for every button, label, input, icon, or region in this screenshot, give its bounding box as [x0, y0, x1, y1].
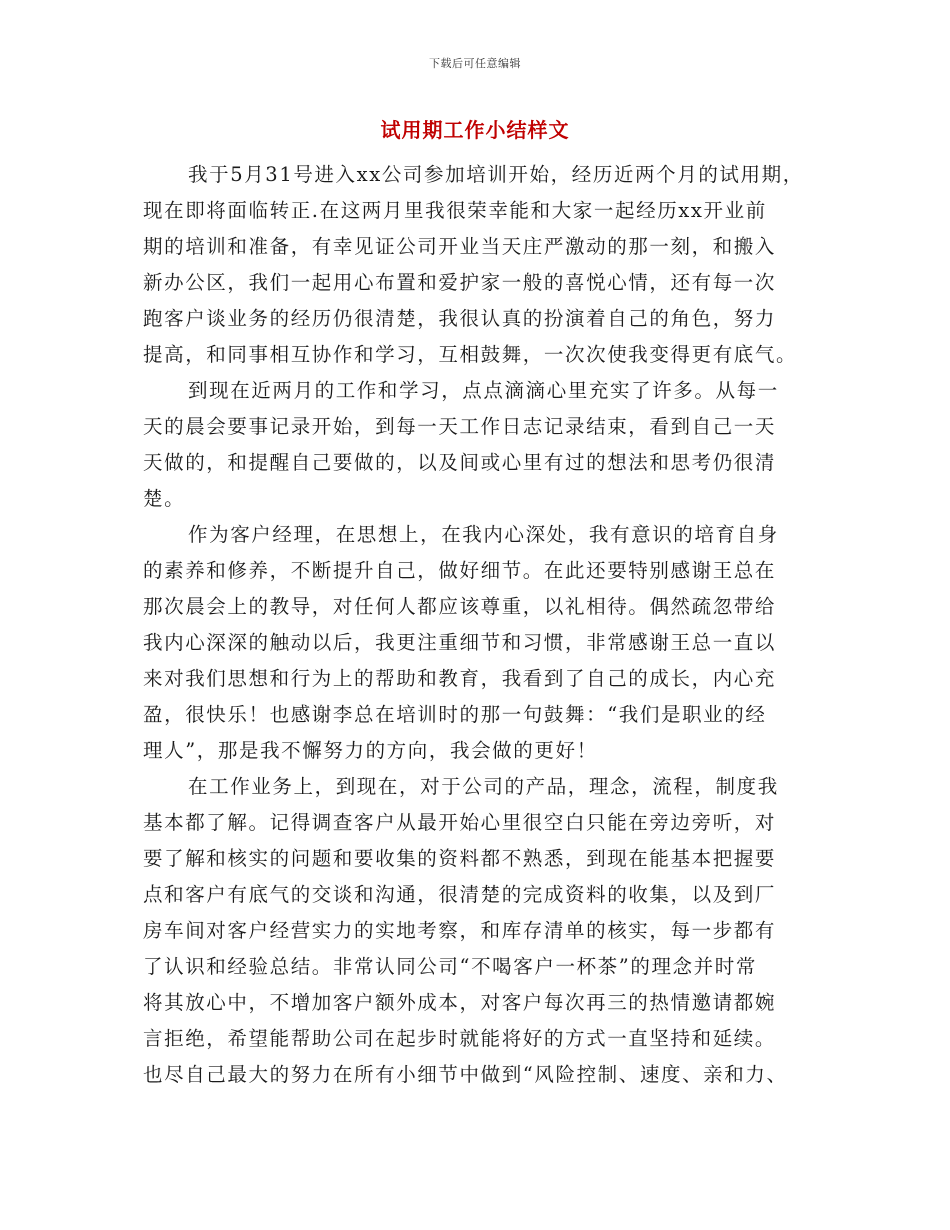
text-line: 期的培训和准备，有幸见证公司开业当天庄严激动的那一刻，和搬入: [143, 235, 777, 258]
text-line: 跑客户谈业务的经历仍很清楚，我很认真的扮演着自己的角色，努力: [143, 307, 777, 330]
text-line: 天的晨会要事记录开始，到每一天工作日志记录结束，看到自己一天: [143, 415, 777, 438]
text-line: 也尽自己最大的努力在所有小细节中做到“风险控制、速度、亲和力、: [143, 1063, 788, 1086]
text-line: 基本都了解。记得调查客户从最开始心里很空白只能在旁边旁听，对: [143, 811, 777, 834]
text-line: 我内心深深的触动以后，我更注重细节和习惯，非常感谢王总一直以: [143, 631, 777, 654]
text-line: 在工作业务上，到现在，对于公司的产品，理念，流程，制度我: [188, 775, 779, 798]
text-line: 点和客户有底气的交谈和沟通，很清楚的完成资料的收集，以及到厂: [143, 883, 777, 906]
header-note: 下载后可任意编辑: [429, 57, 521, 70]
text-line: 理人”，那是我不懈努力的方向，我会做的更好！: [143, 739, 598, 762]
text-line: 言拒绝，希望能帮助公司在起步时就能将好的方式一直坚持和延续。: [143, 1027, 777, 1050]
text-line: 新办公区，我们一起用心布置和爱护家一般的喜悦心情，还有每一次: [143, 271, 777, 294]
text-line: 房车间对客户经营实力的实地考察，和库存清单的核实，每一步都有: [143, 919, 777, 942]
text-line: 的素养和修养，不断提升自己，做好细节。在此还要特别感谢王总在: [143, 559, 777, 582]
text-line: 要了解和核实的问题和要收集的资料都不熟悉，到现在能基本把握要: [143, 847, 777, 870]
text-line: 将其放心中，不增加客户额外成本，对客户每次再三的热情邀请都婉: [143, 991, 777, 1014]
document-title: 试用期工作小结样文: [380, 118, 570, 142]
text-line: 盈，很快乐！也感谢李总在培训时的那一句鼓舞：“我们是职业的经: [143, 703, 767, 726]
text-line: 了认识和经验总结。非常认同公司“不喝客户一杯茶”的理念并时常: [143, 955, 757, 978]
text-line: 提高，和同事相互协作和学习，互相鼓舞，一次次使我变得更有底气。: [143, 343, 798, 366]
text-line: 到现在近两月的工作和学习，点点滴滴心里充实了许多。从每一: [188, 379, 779, 402]
text-line: 来对我们思想和行为上的帮助和教育，我看到了自己的成长，内心充: [143, 667, 777, 690]
text-line: 我于5月31号进入xx公司参加培训开始，经历近两个月的试用期，: [188, 163, 804, 186]
document-body: [143, 157, 823, 1093]
text-line: 现在即将面临转正.在这两月里我很荣幸能和大家一起经历xx开业前: [143, 199, 767, 222]
text-line: 那次晨会上的教导，对任何人都应该尊重，以礼相待。偶然疏忽带给: [143, 595, 777, 618]
text-line: 天做的，和提醒自己要做的，以及间或心里有过的想法和思考仍很清: [143, 451, 777, 474]
text-line: 作为客户经理，在思想上，在我内心深处，我有意识的培育自身: [188, 523, 779, 546]
text-line: 楚。: [143, 487, 186, 510]
